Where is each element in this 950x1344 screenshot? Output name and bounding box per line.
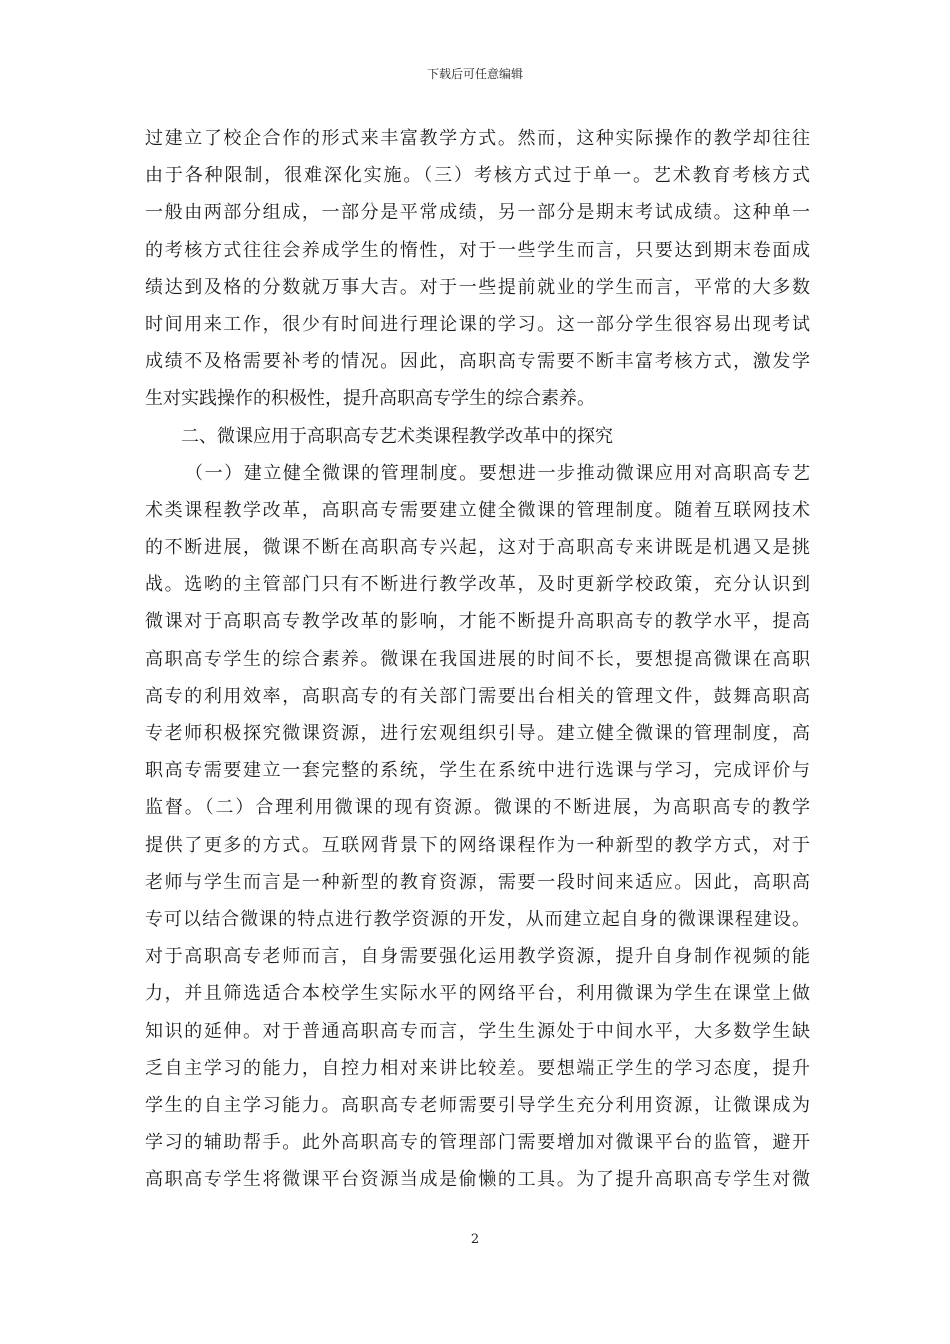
text-line: 战。选哟的主管部门只有不断进行教学改革，及时更新学校政策，充分认识到	[145, 574, 810, 596]
text-line: 成绩不及格需要补考的情况。因此，高职高专需要不断丰富考核方式，激发学	[145, 351, 810, 373]
section-heading	[145, 418, 810, 455]
text-line: 微课对于高职高专教学改革的影响，才能不断提升高职高专的教学水平，提高	[145, 611, 810, 633]
text-line: 的考核方式往往会养成学生的惰性，对于一些学生而言，只要达到期末卷面成	[145, 239, 810, 261]
document-body	[145, 120, 810, 1198]
text-line: 高职高专学生将微课平台资源当成是偷懒的工具。为了提升高职高专学生对微	[145, 1169, 810, 1191]
paragraph-1	[145, 120, 810, 418]
section-heading-text: 二、微课应用于高职高专艺术类课程教学改革中的探究	[181, 425, 613, 447]
text-line: 力，并且筛选适合本校学生实际水平的网络平台，利用微课为学生在课堂上做	[145, 983, 810, 1005]
text-line: 职高专需要建立一套完整的系统，学生在系统中进行选课与学习，完成评价与	[145, 760, 810, 782]
page-number: 2	[470, 1232, 480, 1247]
text-line: 时间用来工作，很少有时间进行理论课的学习。这一部分学生很容易出现考试	[145, 313, 810, 335]
text-line: 高专的利用效率，高职高专的有关部门需要出台相关的管理文件，鼓舞高职高	[145, 685, 810, 707]
text-line: 学习的辅助帮手。此外高职高专的管理部门需要增加对微课平台的监管，避开	[145, 1132, 810, 1154]
text-line: 一般由两部分组成，一部分是平常成绩，另一部分是期末考试成绩。这种单一	[145, 202, 810, 224]
text-line: 知识的延伸。对于普通高职高专而言，学生生源处于中间水平，大多数学生缺	[145, 1020, 810, 1042]
text-line: 高职高专学生的综合素养。微课在我国进展的时间不长，要想提高微课在高职	[145, 648, 810, 670]
text-line: 专老师积极探究微课资源，进行宏观组织引导。建立健全微课的管理制度，高	[145, 723, 810, 744]
paragraph-2	[145, 455, 810, 1199]
text-line: 学生的自主学习能力。高职高专老师需要引导学生充分利用资源，让微课成为	[145, 1094, 810, 1116]
text-line: 过建立了校企合作的形式来丰富教学方式。然而，这种实际操作的教学却往往	[145, 128, 810, 149]
text-line: 监督。（二）合理利用微课的现有资源。微课的不断进展，为高职高专的教学	[145, 797, 810, 819]
text-line: 的不断进展，微课不断在高职高专兴起，这对于高职高专来讲既是机遇又是挑	[145, 537, 810, 559]
text-line: 老师与学生而言是一种新型的教育资源，需要一段时间来适应。因此，高职高	[145, 871, 810, 893]
text-line: 术类课程教学改革，高职高专需要建立健全微课的管理制度。随着互联网技术	[145, 499, 810, 521]
text-line: 专可以结合微课的特点进行教学资源的开发，从而建立起自身的微课课程建设。	[145, 908, 810, 930]
page-header: 下载后可任意编辑	[426, 67, 523, 81]
text-line: 对于高职高专老师而言，自身需要强化运用教学资源，提升自身制作视频的能	[145, 946, 810, 968]
text-line: 由于各种限制，很难深化实施。（三）考核方式过于单一。艺术教育考核方式	[145, 165, 810, 187]
text-line: 绩达到及格的分数就万事大吉。对于一些提前就业的学生而言，平常的大多数	[145, 276, 810, 298]
text-line: 提供了更多的方式。互联网背景下的网络课程作为一种新型的教学方式，对于	[145, 834, 810, 856]
text-line: 乏自主学习的能力，自控力相对来讲比较差。要想端正学生的学习态度，提升	[145, 1057, 810, 1079]
text-line: （一）建立健全微课的管理制度。要想进一步推动微课应用对高职高专艺	[185, 462, 810, 484]
text-line: 生对实践操作的积极性，提升高职高专学生的综合素养。	[145, 388, 595, 410]
